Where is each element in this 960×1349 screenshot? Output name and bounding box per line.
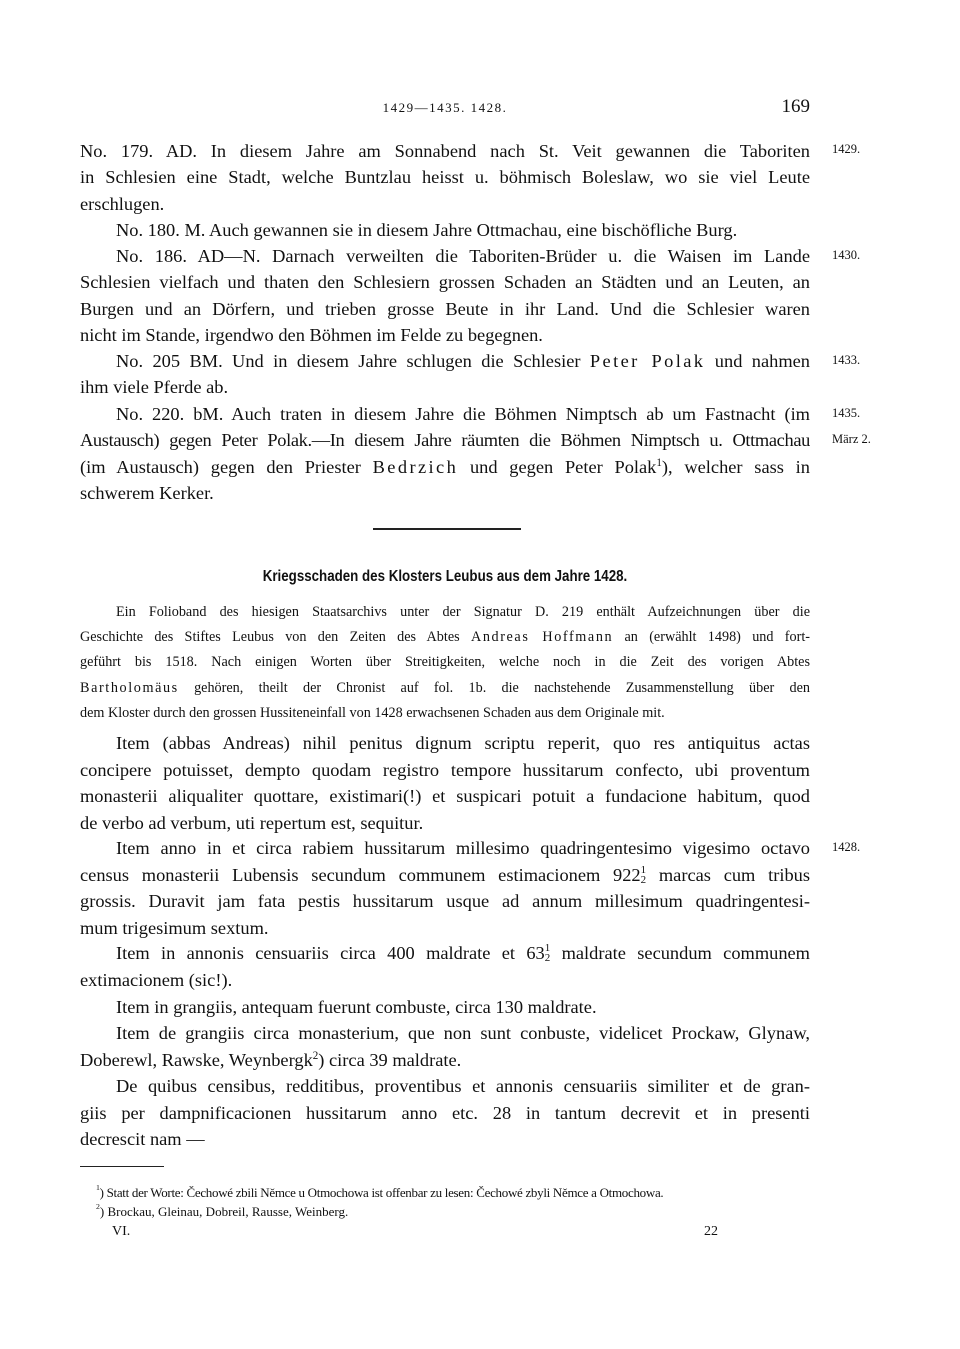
text-line: Schlesien vielfach und thaten den Schlesiern grossen Schaden an Städten und an Leuten, an — [80, 272, 810, 293]
text-segment: No. 205 BM. Und in diesem Jahre schlugen die Schlesier — [116, 351, 590, 371]
text-line — [80, 676, 810, 701]
page-header — [80, 96, 810, 120]
editorial-intro — [80, 600, 810, 726]
text-segment: gehören, theilt der Chronist auf fol. 1b. die nachstehende Zusammenstellung über den — [178, 679, 810, 696]
text-line: mum trigesimum sextum. — [80, 917, 269, 938]
text-line: de verbo ad verbum, uti repertum est, sequitur. — [80, 812, 424, 833]
text-line: schwerem Kerker. — [80, 482, 214, 503]
footnote-2 — [96, 1202, 812, 1221]
text-line — [80, 625, 810, 650]
fraction-numerator: 1 — [640, 863, 647, 876]
text-line: giis per dampnificacionen hussitarum anno etc. 28 in tantum decrevit et in presenti — [80, 1102, 810, 1123]
chronicle-entry-205 — [80, 348, 810, 401]
margin-year: 1429. — [832, 142, 861, 156]
text-segment: maldrate secundum communem — [550, 943, 810, 963]
text-line: geführt bis 1518. Nach einigen Worten über Streitigkeiten, welche noch in die Zeit des vorigen Abtes — [80, 654, 810, 671]
person-name: Bartholomäus — [80, 679, 179, 696]
text-line: ihm viele Pferde ab. — [80, 377, 229, 398]
latin-paragraph-3 — [80, 940, 810, 993]
sheet-number: 22 — [704, 1224, 718, 1239]
footnote-marker: 2 — [96, 1202, 100, 1211]
text-segment: census monasterii Lubensis secundum communem estimacionem 922 — [80, 864, 641, 885]
person-name: Andreas Hoffmann — [470, 629, 614, 646]
text-segment: an (erwählt 1498) und fort- — [613, 629, 810, 646]
text-line: Item (abbas Andreas) nihil penitus dignum scriptu reperit, quo res antiquitus actas — [116, 733, 810, 753]
footnote-1 — [96, 1183, 812, 1202]
text-line: grossis. Duravit jam fata pestis hussitarum usque ad annum millesimum quadringentesi- — [80, 891, 810, 912]
text-segment: ), welcher sass in — [661, 456, 810, 477]
text-line: No. 179. AD. In diesem Jahre am Sonnabend nach St. Veit gewannen die Taboriten — [80, 141, 810, 161]
fraction-denominator: 2 — [544, 952, 551, 964]
text-segment: und gegen Peter Polak — [458, 456, 657, 477]
text-segment: Geschichte des Stiftes Leubus von den Zeiten des Abtes — [80, 629, 471, 646]
text-line: No. 180. M. Auch gewannen sie in diesem Jahre Ottmachau, eine bischöfliche Burg. — [116, 220, 738, 240]
chronicle-entry-179 — [80, 138, 810, 217]
margin-year: 1428. — [832, 840, 861, 854]
latin-paragraph-2 — [80, 835, 810, 941]
text-line: decrescit nam — — [80, 1129, 205, 1150]
text-segment: und nahmen — [705, 351, 810, 371]
text-line: Item anno in et circa rabiem hussitarum millesimo quadringentesimo vigesimo octavo — [116, 838, 810, 858]
text-line: nicht im Stande, irgendwo den Böhmen im Felde zu begegnen. — [80, 324, 543, 345]
chronicle-entry-180 — [116, 217, 810, 243]
person-name: Bedrzich — [372, 456, 459, 477]
text-line: Item de grangiis circa monasterium, que non sunt conbuste, videlicet Prockaw, Glynaw, — [116, 1023, 810, 1043]
person-name: Peter Polak — [589, 351, 706, 371]
text-segment: Doberewl, Rawske, Weynbergk — [80, 1049, 313, 1070]
text-line: concipere potuisset, dempto quodam registro tempore hussitarum confecto, ubi proventum — [80, 759, 810, 780]
text-line: in Schlesien eine Stadt, welche Buntzlau heisst u. böhmisch Boleslaw, wo sie viel Leute — [80, 167, 810, 188]
text-line — [80, 348, 810, 374]
fraction-numerator: 1 — [544, 942, 551, 954]
fraction-denominator: 2 — [640, 873, 647, 886]
chronicle-entry-220 — [80, 401, 810, 506]
text-line: De quibus censibus, redditibus, proventibus et annonis censuariis similiter et de gran- — [116, 1076, 810, 1096]
latin-paragraph-6 — [80, 1073, 810, 1153]
latin-paragraph-4 — [116, 994, 810, 1021]
text-line: extimacionem (sic!). — [80, 969, 233, 990]
section-divider — [373, 528, 521, 530]
text-line — [80, 454, 810, 480]
text-line: Item in grangiis, antequam fuerunt combuste, circa 130 maldrate. — [116, 997, 597, 1017]
running-title: 1429—1435. 1428. — [382, 100, 508, 115]
margin-year: März 2. — [832, 432, 871, 446]
footnote-rule — [80, 1166, 164, 1167]
signature-mark: VI. — [112, 1224, 131, 1239]
latin-paragraph-5 — [80, 1020, 810, 1073]
footnote-marker: 1 — [96, 1183, 100, 1192]
text-line: No. 186. AD—N. Darnach verweilten die Taboriten-Brüder u. die Waisen im Lande — [116, 246, 810, 266]
text-segment: (im Austausch) gegen den Priester — [80, 456, 373, 477]
footnote-text: ) Statt der Worte: Čechowé zbili Němce u Otmochowa ist offenbar zu lesen: Čechowé zbyli Němce a Otmochowa. — [99, 1185, 664, 1200]
text-line — [80, 940, 810, 967]
text-segment: marcas cum tribus — [646, 864, 810, 885]
text-line: dem Kloster durch den grossen Hussiteneinfall von 1428 erwachsenen Schaden aus dem Originale mit. — [80, 704, 665, 721]
page-number: 169 — [781, 96, 810, 117]
text-segment: ) circa 39 maldrate. — [318, 1049, 462, 1070]
text-line: erschlugen. — [80, 193, 165, 214]
margin-year: 1433. — [832, 353, 861, 367]
footnotes — [96, 1183, 812, 1221]
text-line — [80, 862, 810, 889]
margin-year: 1435. — [832, 406, 861, 420]
margin-year: 1430. — [832, 248, 861, 262]
footnote-ref[interactable]: 1 — [656, 456, 662, 469]
text-segment: Item in annonis censuariis circa 400 maldrate et 63 — [116, 943, 545, 963]
text-line: No. 220. bM. Auch traten in diesem Jahre die Böhmen Nimptsch ab um Fastnacht (im — [116, 404, 810, 424]
text-line: monasterii aliqualiter quottare, existimari(!) et suspicari potuit a fundacione habitum, quod — [80, 786, 810, 807]
text-line: Burgen und an Dörfern, und trieben grosse Beute in ihr Land. Und die Schlesier waren — [80, 298, 810, 319]
text-line: Ein Folioband des hiesigen Staatsarchivs unter der Signatur D. 219 enthält Aufzeichnungen über die — [116, 604, 810, 620]
chronicle-entry-186 — [80, 243, 810, 348]
text-line: Austausch) gegen Peter Polak.—In diesem Jahre räumten die Böhmen Nimptsch u. Ottmachau — [80, 430, 810, 451]
latin-paragraph-1 — [80, 730, 810, 836]
footnote-ref[interactable]: 2 — [312, 1049, 319, 1062]
section-title: Kriegsschaden des Klosters Leubus aus dem Jahre 1428. — [262, 568, 628, 585]
footnote-text: ) Brockau, Gleinau, Dobreil, Rausse, Weinberg. — [99, 1204, 349, 1219]
text-line — [80, 1047, 810, 1074]
